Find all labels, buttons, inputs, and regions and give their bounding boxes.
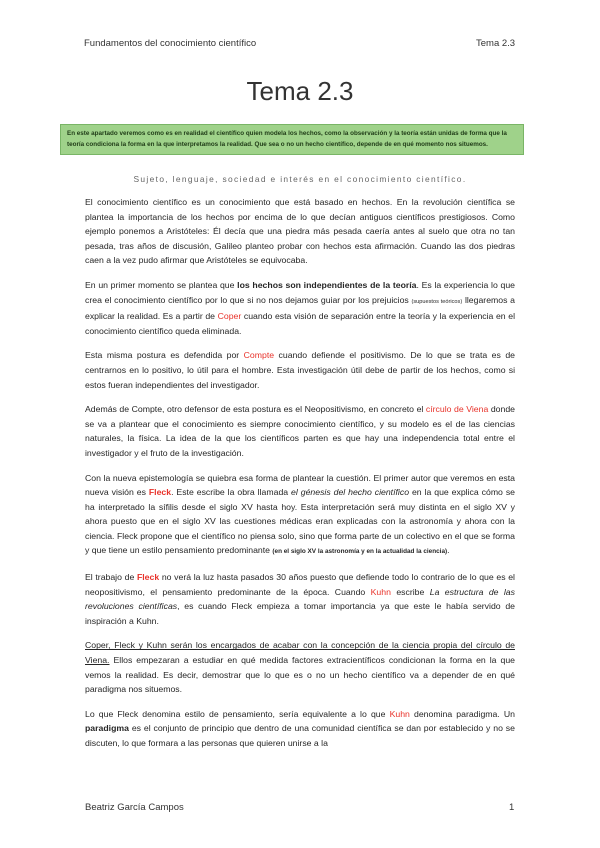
header-topic: Tema 2.3 <box>476 38 516 49</box>
p8-text-a: Lo que Fleck denomina estilo de pensamiento, sería equivalente a lo que <box>85 708 390 719</box>
p7-underlined-thesis: Coper, Fleck y Kuhn serán los encargados de acabar con la concepción de la ciencia propia del círculo de Viena. <box>85 640 515 666</box>
p6-text-b: no verá la luz hasta pasados 30 años puesto que defiende todo lo contrario de lo que es el neopositivismo, el pensamiento predominante de la época. Cuando <box>85 572 515 597</box>
page-number: 1 <box>509 802 515 813</box>
paragraph-4 <box>85 402 515 460</box>
header-course-title: Fundamentos del conocimiento científico <box>84 38 257 49</box>
p3-author-compte: Compte <box>243 350 275 361</box>
paragraph-7 <box>85 638 515 696</box>
p4-circulo-viena: círculo de Viena <box>425 404 489 415</box>
p5-text-b: . Este escribe la obra llamada <box>171 487 292 498</box>
p6-author-kuhn: Kuhn <box>370 586 391 597</box>
p8-author-kuhn: Kuhn <box>389 708 410 719</box>
paragraph-6 <box>85 570 515 628</box>
p2-text-c: llegaremos a explicar la realidad. Es a partir de <box>85 294 516 322</box>
p2-small-note: (supuestos teóricos) <box>411 298 463 305</box>
p4-text-b: donde se va a plantear que el conocimiento es siempre conocimiento científico, y su modelo es el de las ciencias naturales, la física. La idea de la que los científicos parten es que hay una independencia total entre el investigador y el fruto de la investigación. <box>85 404 516 458</box>
p2-author-coper: Coper <box>217 311 242 322</box>
page-title: Tema 2.3 <box>246 76 354 106</box>
p5-small-note: (en el siglo XV la astronomía y en la actualidad la ciencia) <box>272 548 448 556</box>
p6-book-title: La estructura de las revoluciones científicas <box>85 586 515 612</box>
p4-text-a: Además de Compte, otro defensor de esta postura es el Neopositivismo, en concreto el <box>85 404 426 415</box>
p2-text-d: cuando esta visión de separación entre la teoría y la experiencia en el conocimiento científico queda eliminada. <box>85 311 515 336</box>
p2-bold-thesis: los hechos son independientes de la teoría <box>237 279 417 290</box>
paragraph-8 <box>85 707 515 751</box>
p6-text-a: El trabajo de <box>85 572 137 583</box>
paragraph-3 <box>85 348 515 392</box>
p3-text-a: Esta misma postura es defendida por <box>85 350 244 361</box>
footer-author: Beatriz García Campos <box>85 802 184 813</box>
p5-text-c: en la que explica cómo se ha interpretado la sífilis desde el siglo XV hasta hoy. Esta interpretación será muy distinta en el siglo XV y ahora puesto que en el siglo XV las cuestiones médicas eran explicadas con la astronomía y ahora con la ciencia. Fleck propone que el científico no piensa solo, sino que forma parte de un colectivo en el que se forma y que tiene un estilo pensamiento predominante <box>85 487 515 556</box>
summary-callout: En este apartado veremos como es en realidad el científico quien modela los hechos, como la observación y la teoría están unidas de forma que la teoría condiciona la forma en la que interpretamos la realidad. Que sea o no un hecho científico, depende de en qué momento nos situemos. <box>60 124 524 155</box>
paragraph-2 <box>85 278 515 338</box>
p8-text-c: es el conjunto de principio que dentro de una comunidad científica se dan por establecido y no se discuten, lo que formara a las personas que quieren unirse a la <box>85 723 515 748</box>
p3-text-b: cuando defiende el positivismo. De lo que se trata es de centrarnos en lo positivo, lo útil para el hombre. Esta investigación útil debe de partir de los hechos, como si estos fueran independientes del investigador. <box>85 350 515 390</box>
p8-bold-paradigma: paradigma <box>85 723 129 734</box>
body-text <box>85 195 515 761</box>
p2-text-b: . Es la experiencia lo que crea el conocimiento científico por lo que si no nos dejamos guiar por los prejuicios <box>85 279 516 305</box>
p5-author-fleck: Fleck <box>148 487 172 498</box>
p7-text-a: Ellos empezaran a estudiar en qué medida factores extracientíficos condicionan la forma en la que vemos la realidad. Es decir, demostrar que lo que es o no un hecho científico va a depender de en qué paradigma nos situemos. <box>85 655 515 695</box>
paragraph-5 <box>85 471 515 561</box>
p8-text-b: denomina paradigma. Un <box>409 708 515 719</box>
section-subtitle: Sujeto, lenguaje, sociedad e interés en el conocimiento científico. <box>133 174 467 184</box>
p6-text-c: escribe <box>390 586 430 597</box>
p6-text-d: , es cuando Fleck empieza a tomar importancia ya que este le había servido de inspiración a Kuhn. <box>85 601 515 626</box>
p5-book-title: el génesis del hecho científico <box>291 487 410 498</box>
p6-author-fleck: Fleck <box>136 572 160 583</box>
p5-text-a: Con la nueva epistemología se quiebra esa forma de plantear la cuestión. El primer autor que veremos en esta nueva visión es <box>85 472 515 498</box>
paragraph-1: El conocimiento científico es un conocimiento que está basado en hechos. En la revolución científica se plantea la importancia de los hechos por encima de lo que decían antiguos científicos prestigiosos. Como ejemplo ponemos a Aristóteles: Él decía que una piedra más pesada caería antes al suelo que otra no tan pesada, tras años de discusión, Galileo planteo probar con hechos esta afirmación. Cuando las dos piedras caen a la vez pudo afirmar que Aristóteles se equivocaba. <box>85 197 515 266</box>
p2-text-a: En un primer momento se plantea que <box>85 279 238 290</box>
p5-text-d: . <box>447 545 450 556</box>
